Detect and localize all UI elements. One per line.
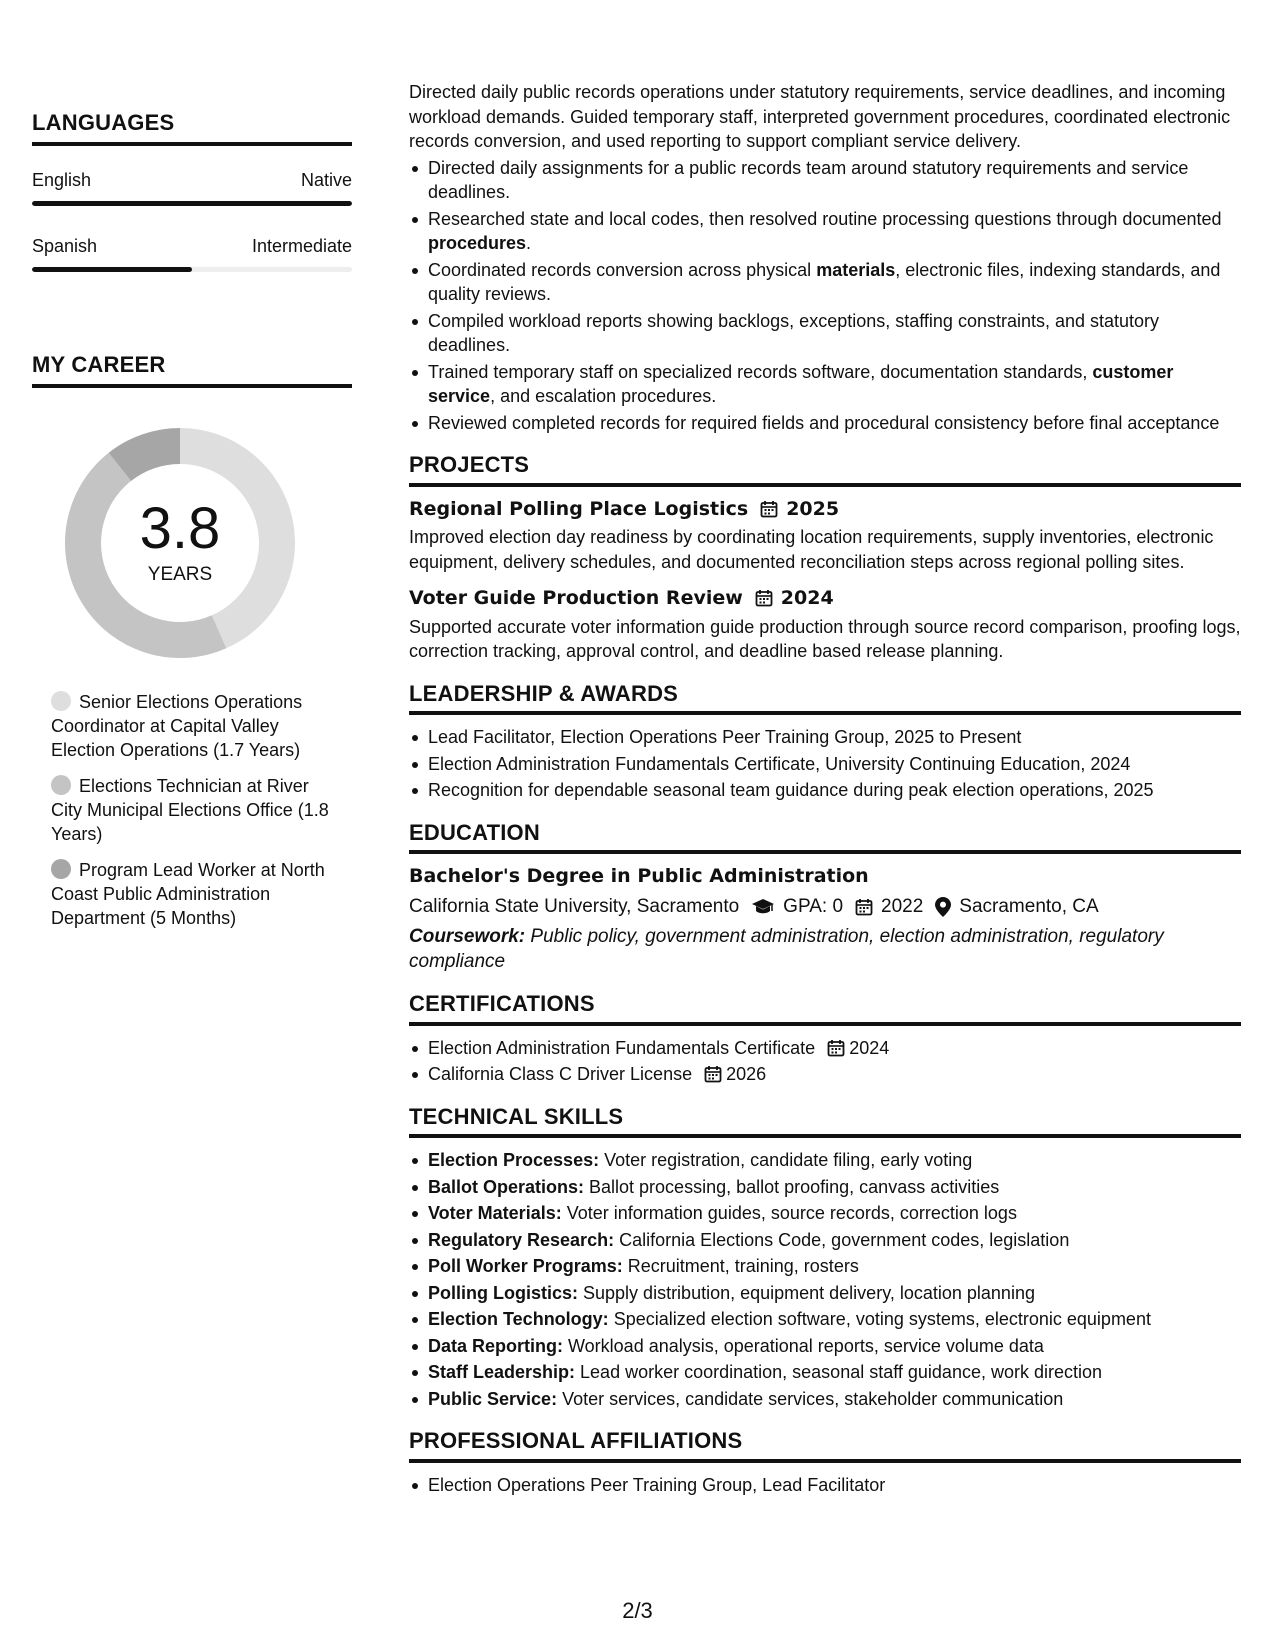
language-name: Spanish [32, 236, 98, 256]
skill-value: Voter registration, candidate filing, early voting [599, 1150, 973, 1170]
degree-title: Bachelor's Degree in Public Administration [409, 865, 869, 887]
leadership-section [409, 682, 1241, 803]
skill-value: Voter information guides, source records, correction logs [561, 1203, 1017, 1223]
skill-value: Recruitment, training, rosters [622, 1256, 859, 1276]
bullet-text: Coordinated records conversion across physical [428, 259, 817, 280]
skill-value: Voter services, candidate services, stakeholder communication [557, 1388, 1064, 1409]
language-proficiency-fill [32, 267, 192, 272]
experience-bullet [428, 360, 1241, 409]
skill-label: Polling Logistics: [428, 1282, 579, 1303]
language-level: Native [300, 170, 352, 190]
bullet-text: Compiled workload reports showing backlogs, exceptions, staffing constraints, and statutory deadlines. [428, 310, 1160, 355]
leadership-heading: LEADERSHIP & AWARDS [409, 680, 679, 706]
project-description: Improved election day readiness by coordinating location requirements, supply inventories, electronic equipment, delivery schedules, and documented reconciliation steps across regional polling sites. [409, 527, 1214, 572]
bullet-text: Trained temporary staff on specialized records software, documentation standards, [428, 361, 1093, 382]
experience-bullet [428, 258, 1241, 307]
bullet-text: . [526, 233, 532, 253]
certifications-section [409, 992, 1241, 1087]
affiliations-section [409, 1429, 1241, 1497]
project-title-row [409, 497, 1241, 522]
skill-item [428, 1307, 1241, 1332]
language-row [32, 170, 352, 191]
career-role-text: Program Lead Worker at North Coast Public Administration Department (5 Months) [51, 860, 325, 928]
bullet-keyword: procedures [428, 233, 527, 253]
left-column [32, 110, 352, 942]
certification-name: Election Administration Fundamentals Certificate [428, 1037, 816, 1058]
skill-item [428, 1175, 1241, 1200]
languages-heading: LANGUAGES [32, 110, 175, 135]
skill-label: Public Service: [428, 1388, 558, 1409]
skill-label: Election Technology: [428, 1309, 609, 1329]
page-number: 2/3 [622, 1598, 653, 1623]
career-role-text: Elections Technician at River City Municipal Elections Office (1.8 Years) [51, 776, 329, 844]
certifications-list [409, 1036, 1241, 1087]
skill-label: Voter Materials: [428, 1203, 562, 1223]
project-name: Regional Polling Place Logistics [409, 497, 749, 520]
donut-center [65, 428, 295, 658]
school-name: California State University, Sacramento [409, 895, 740, 917]
bullet-text: Researched state and local codes, then resolved routine processing questions through documented [428, 208, 1222, 229]
skill-label: Ballot Operations: [428, 1176, 585, 1197]
section-rule [32, 142, 352, 146]
skill-item [428, 1148, 1241, 1173]
career-total-years: 3.8 [139, 496, 221, 561]
section-rule [32, 384, 352, 388]
career-years-unit: YEARS [147, 564, 213, 585]
skill-value: Supply distribution, equipment delivery, location planning [578, 1282, 1035, 1303]
project-year: 2024 [780, 587, 834, 609]
certification-year: 2026 [726, 1064, 767, 1084]
bullet-text: , and escalation procedures. [490, 386, 717, 406]
career-heading: MY CAREER [32, 352, 166, 377]
language-proficiency-bar [32, 201, 352, 206]
calendar-icon [755, 589, 773, 607]
section-rule [409, 1022, 1241, 1026]
skills-heading: TECHNICAL SKILLS [409, 1103, 624, 1129]
skill-label: Election Processes: [428, 1150, 600, 1170]
experience-block [409, 80, 1241, 435]
legend-dot [51, 691, 71, 711]
bullet-text: , electronic files, indexing standards, and quality reviews. [428, 259, 1221, 304]
right-column [409, 80, 1241, 1499]
project-title-row [409, 586, 1241, 611]
skill-item [428, 1281, 1241, 1306]
skill-value: Ballot processing, ballot proofing, canvass activities [584, 1176, 1000, 1197]
career-legend-item [51, 858, 342, 930]
skill-item [428, 1387, 1241, 1412]
language-row [32, 236, 352, 257]
project-name: Voter Guide Production Review [409, 587, 743, 609]
calendar-icon [760, 500, 778, 518]
section-rule [409, 711, 1241, 715]
certification-year: 2024 [849, 1037, 890, 1058]
skill-item [428, 1201, 1241, 1226]
leadership-item: Recognition for dependable seasonal team guidance during peak election operations, 2025 [428, 778, 1241, 803]
legend-dot [51, 775, 71, 795]
certification-name: California Class C Driver License [428, 1064, 693, 1084]
skill-label: Regulatory Research: [428, 1229, 615, 1250]
calendar-icon [827, 1039, 845, 1057]
experience-bullets [409, 156, 1241, 436]
certifications-heading: CERTIFICATIONS [409, 991, 595, 1016]
coursework [409, 925, 1241, 974]
skills-section [409, 1105, 1241, 1412]
career-section [32, 352, 352, 930]
skill-value: Lead worker coordination, seasonal staff guidance, work direction [575, 1362, 1103, 1382]
leadership-list [409, 725, 1241, 803]
bullet-text: Directed daily assignments for a public records team around statutory requirements and service deadlines. [428, 157, 1189, 202]
graduation-year: 2022 [881, 895, 924, 917]
skill-value: Workload analysis, operational reports, service volume data [563, 1335, 1044, 1356]
project-description: Supported accurate voter information guide production through source record comparison, proofing logs, correction tracking, approval control, and deadline based release planning. [409, 616, 1241, 661]
skill-item [428, 1360, 1241, 1385]
skill-item [428, 1334, 1241, 1359]
bullet-keyword: customer service [428, 361, 1174, 406]
education-details [409, 895, 1241, 920]
language-proficiency-fill [32, 201, 352, 206]
language-proficiency-bar [32, 267, 352, 272]
language-name: English [32, 170, 92, 190]
calendar-icon [855, 898, 873, 916]
section-rule [409, 483, 1241, 487]
career-legend-item [51, 774, 342, 846]
section-rule [409, 1459, 1241, 1463]
skill-label: Poll Worker Programs: [428, 1256, 623, 1276]
certification-item [428, 1062, 1241, 1087]
projects-section [409, 453, 1241, 664]
affiliations-heading: PROFESSIONAL AFFILIATIONS [409, 1428, 743, 1453]
skill-value: California Elections Code, government codes, legislation [614, 1229, 1070, 1250]
location-pin-icon [935, 897, 951, 917]
gpa: GPA: 0 [783, 895, 844, 917]
affiliation-item: Election Operations Peer Training Group, Lead Facilitator [428, 1473, 1241, 1498]
career-legend-item [51, 690, 342, 762]
language-level: Intermediate [251, 236, 352, 256]
project-year: 2025 [786, 497, 840, 520]
graduation-cap-icon [751, 898, 775, 916]
skill-value: Specialized election software, voting systems, electronic equipment [608, 1309, 1151, 1329]
skills-list [409, 1148, 1241, 1411]
leadership-item: Election Administration Fundamentals Certificate, University Continuing Education, 2024 [428, 752, 1241, 777]
skill-label: Data Reporting: [428, 1335, 563, 1356]
bullet-keyword: materials [816, 259, 896, 280]
skill-label: Staff Leadership: [428, 1362, 576, 1382]
education-section [409, 821, 1241, 975]
calendar-icon [704, 1065, 722, 1083]
career-role-text: Senior Elections Operations Coordinator at Capital Valley Election Operations (1.7 Years) [51, 692, 303, 760]
coursework-text: Public policy, government administration, election administration, regulatory compliance [409, 926, 1164, 972]
project-item [409, 586, 1241, 664]
section-rule [409, 1134, 1241, 1138]
bullet-text: Reviewed completed records for required fields and procedural consistency before final acceptance [428, 412, 1220, 433]
career-donut-chart [65, 428, 295, 658]
career-legend [32, 690, 352, 930]
affiliations-list [409, 1473, 1241, 1498]
certification-item [428, 1036, 1241, 1061]
leadership-item: Lead Facilitator, Election Operations Peer Training Group, 2025 to Present [428, 725, 1241, 750]
experience-bullet [428, 207, 1241, 256]
legend-dot [51, 859, 71, 879]
education-location: Sacramento, CA [959, 895, 1099, 917]
experience-bullet [428, 156, 1241, 205]
section-rule [409, 850, 1241, 854]
experience-bullet [428, 411, 1241, 436]
coursework-label: Coursework: [409, 926, 526, 947]
skill-item [428, 1254, 1241, 1279]
projects-heading: PROJECTS [409, 452, 530, 477]
education-heading: EDUCATION [409, 819, 540, 845]
skill-item [428, 1228, 1241, 1253]
experience-summary: Directed daily public records operations under statutory requirements, service deadlines, and incoming workload demands. Guided temporary staff, interpreted government procedures, coordinated electronic records conversion, and used reporting to support compliant service delivery. [409, 82, 1231, 151]
languages-section [32, 110, 352, 272]
experience-bullet [428, 309, 1241, 358]
project-item [409, 497, 1241, 575]
